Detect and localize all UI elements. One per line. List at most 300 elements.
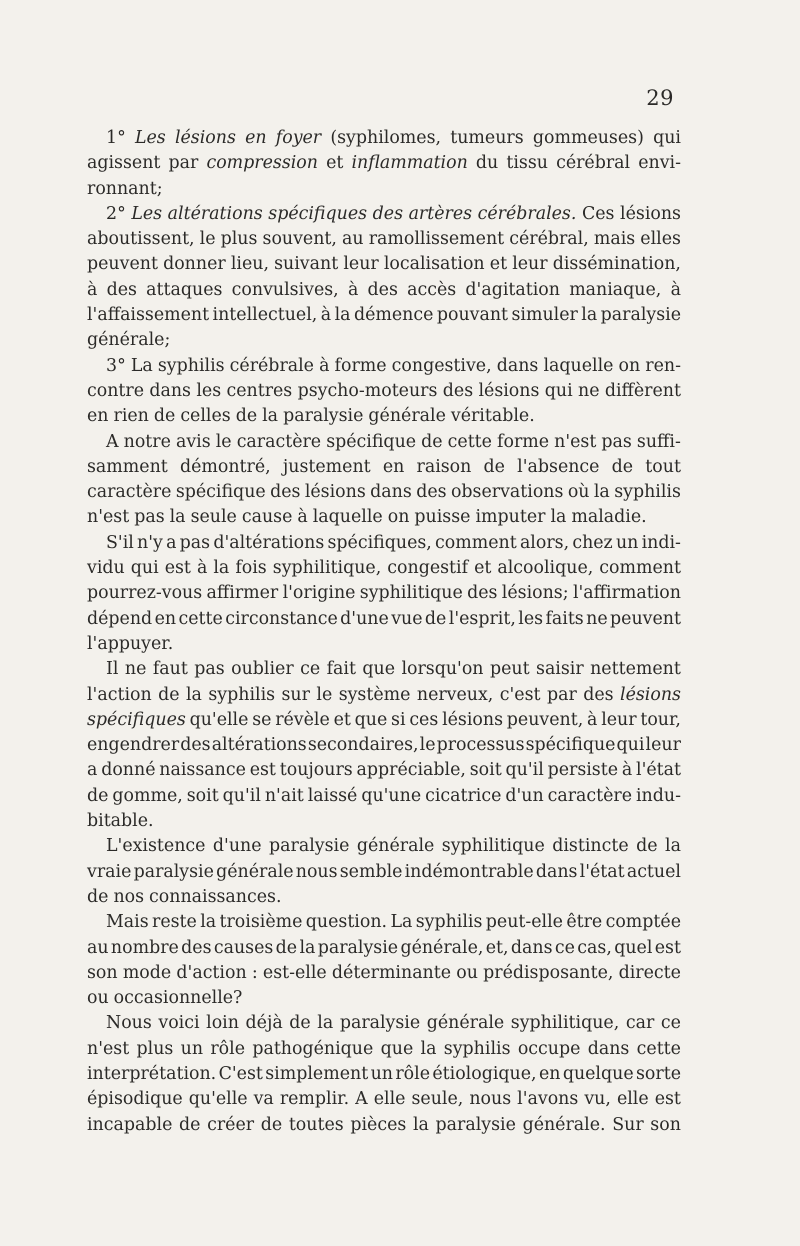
word: secondaires, [307, 735, 419, 756]
word: pathogénique [252, 1038, 374, 1059]
word: avis [175, 431, 211, 452]
italic-word: des [372, 203, 403, 224]
paragraph [87, 657, 681, 834]
word: qu'une [361, 785, 422, 806]
word: distincte [552, 836, 629, 857]
word: souvent, [262, 229, 337, 250]
word: quelque [562, 1063, 634, 1084]
word: directe [618, 962, 681, 983]
word: sur [281, 684, 310, 705]
word: 3° [106, 355, 126, 376]
word: leur [343, 254, 379, 275]
word: la [185, 684, 202, 705]
word: et, [485, 937, 509, 958]
word: de [636, 836, 658, 857]
word: cérébrale [229, 355, 314, 376]
text-line [87, 936, 681, 961]
word: la [317, 1013, 334, 1034]
text-line [87, 126, 681, 151]
italic-word: en [245, 128, 267, 148]
word: en [87, 406, 109, 427]
word: cas, [577, 937, 612, 958]
text-line [87, 910, 681, 935]
text-line [87, 151, 681, 176]
text-line [87, 733, 681, 758]
word: son [87, 962, 118, 983]
text-line [87, 252, 681, 277]
word: observations [450, 482, 564, 503]
word: L'existence [106, 836, 206, 857]
word: la [593, 482, 610, 503]
word: localisation [383, 254, 485, 275]
word: appréciable, [356, 760, 466, 781]
word: maniaque, [569, 279, 662, 300]
word: à [347, 279, 359, 300]
word: on [387, 507, 410, 528]
word: indémontrable [404, 861, 534, 882]
word: système [338, 684, 411, 705]
word: notre [123, 431, 171, 452]
word: dans [587, 1038, 630, 1059]
word: déjà [245, 1013, 283, 1034]
word: spécifique [326, 431, 417, 452]
word: la [299, 937, 316, 958]
word: mode [122, 962, 172, 983]
word: des [181, 937, 212, 958]
word: on [618, 355, 641, 376]
word: syphilis [415, 912, 483, 933]
word: plus [136, 1038, 174, 1059]
word: et [326, 153, 344, 174]
word: la [420, 1038, 437, 1059]
word: déterminante [331, 962, 452, 983]
word: dépend [87, 608, 153, 629]
text-line [87, 556, 681, 581]
word: être [566, 912, 603, 933]
text-line [87, 1113, 681, 1138]
word: en [154, 608, 177, 629]
word: est [654, 1089, 681, 1110]
word: Il [106, 659, 119, 680]
word: simplement [265, 1063, 369, 1084]
word: voici [158, 1013, 200, 1034]
word: bitable. [87, 811, 154, 832]
word: que [362, 659, 396, 680]
word: caractère [87, 482, 172, 503]
word: accès [407, 279, 457, 300]
word: cérébral [556, 153, 631, 174]
word: elles [640, 229, 681, 250]
word: caractère [236, 431, 322, 452]
word: cause [241, 507, 293, 528]
word: fois [235, 558, 267, 579]
word: est [654, 937, 681, 958]
word: leur [512, 254, 548, 275]
word: si [391, 709, 406, 730]
word: sorte [636, 1063, 681, 1084]
word: cicatrice [425, 785, 502, 806]
word: c'est [499, 684, 541, 705]
italic-word: altérations [167, 203, 263, 224]
word: C'est [218, 1063, 263, 1084]
word: ou [456, 962, 478, 983]
word: des [367, 279, 398, 300]
word: de [483, 456, 505, 477]
word: rôle [210, 1038, 245, 1059]
word: lésions; [501, 583, 569, 604]
word: n'est [87, 1038, 130, 1059]
word: lieu, [230, 254, 269, 275]
word: véritable. [450, 406, 535, 427]
word: paralysie [435, 1114, 516, 1135]
text-line [87, 531, 681, 556]
text-line [87, 430, 681, 455]
page-number: 29 [646, 86, 674, 110]
word: forme [334, 355, 387, 376]
word: (syphilomes, [330, 128, 442, 148]
word: aboutissent, [87, 229, 195, 250]
text-line [87, 657, 681, 682]
word: où [567, 482, 590, 503]
text-line [87, 1037, 681, 1062]
word: occasionnelle? [113, 988, 243, 1009]
word: naissance [159, 760, 246, 781]
word: donner [163, 254, 226, 275]
word: un [180, 1038, 204, 1059]
word: connaissances. [149, 886, 282, 907]
word: vraie [87, 861, 132, 882]
word: pas [601, 431, 632, 452]
word: générale. [522, 1114, 606, 1135]
word: A [355, 1089, 368, 1110]
word: l'avons [517, 1089, 579, 1110]
word: n'y [137, 532, 163, 553]
word: de [260, 1114, 283, 1135]
word: ou [87, 988, 109, 1009]
italic-word: artères [408, 203, 473, 224]
word: au [87, 937, 109, 958]
word: cette [178, 608, 223, 629]
word: de [235, 406, 258, 427]
text-line [87, 1062, 681, 1087]
text-line [87, 632, 681, 657]
word: forme [497, 431, 550, 452]
word: indu- [636, 785, 681, 806]
word: Ces [581, 203, 615, 224]
word: processus [436, 735, 525, 756]
paragraph [87, 834, 681, 910]
word: seule, [411, 1089, 464, 1110]
word: l'origine [282, 583, 356, 604]
word: soit [469, 760, 502, 781]
word: puisse [414, 507, 471, 528]
word: que [380, 1038, 414, 1059]
word: des [180, 735, 211, 756]
word: la [550, 507, 567, 528]
word: diffèrent [604, 380, 681, 401]
word: syphilis [614, 482, 681, 503]
word: dans [510, 937, 553, 958]
word: lésions [620, 203, 681, 224]
word: engendrer [87, 735, 180, 756]
word: spécifiques, [327, 532, 432, 553]
word: nos [113, 886, 145, 907]
word: vue [391, 608, 423, 629]
word: l'état [636, 760, 681, 781]
word: syphilis [157, 355, 225, 376]
word: fait [326, 659, 356, 680]
word: l'affaissement [87, 305, 210, 326]
word: à [196, 558, 208, 579]
word: des [106, 279, 137, 300]
word: tout [645, 456, 681, 477]
word: occupe [517, 1038, 581, 1059]
word: générale [426, 1013, 505, 1034]
word: affirmer [206, 583, 279, 604]
word: troisième [219, 912, 303, 933]
word: spécifique [525, 735, 616, 756]
word: dans [496, 355, 539, 376]
paragraph [87, 354, 681, 430]
word: les [196, 380, 222, 401]
text-line [87, 860, 681, 885]
word: plus [220, 229, 258, 250]
word: S'il [106, 532, 134, 553]
word: causes [213, 937, 274, 958]
word: un [370, 1063, 393, 1084]
word: qui [616, 735, 645, 756]
word: pas [134, 507, 165, 528]
text-line [87, 455, 681, 480]
word: suffi- [636, 431, 681, 452]
paragraph [87, 910, 681, 1011]
word: démence [353, 305, 434, 326]
word: ronnant; [87, 178, 163, 199]
word: d'altérations [213, 532, 325, 553]
word: car [625, 1013, 655, 1034]
italic-word: spécifiques [87, 709, 186, 730]
word: syphilitique, [510, 1013, 620, 1034]
word: dissémination, [552, 254, 681, 275]
text-line [87, 834, 681, 859]
word: circonstance [225, 608, 338, 629]
text-line [87, 328, 681, 353]
text-line [87, 986, 681, 1011]
italic-word: cérébrales. [477, 203, 577, 224]
word: son [650, 1114, 681, 1135]
word: rôle [395, 1063, 430, 1084]
word: qu'il [505, 760, 544, 781]
word: le [419, 735, 436, 756]
word: actuel [626, 861, 681, 882]
word: cette [447, 431, 492, 452]
word: qu'elle [188, 1089, 248, 1110]
word: qui [653, 128, 681, 148]
italic-word: lésions [174, 128, 236, 148]
text-line [87, 758, 681, 783]
word: A [106, 431, 119, 452]
text-line [87, 784, 681, 809]
word: peut [489, 659, 530, 680]
word: caractère [547, 785, 633, 806]
word: oublier [231, 659, 294, 680]
word: tissu [506, 153, 548, 174]
word: laquelle [312, 507, 383, 528]
text-line [87, 505, 681, 530]
word: syphilis [443, 1038, 511, 1059]
word: créer [207, 1114, 255, 1135]
word: seule [190, 507, 237, 528]
word: ren- [645, 355, 681, 376]
word: pouvant [436, 305, 509, 326]
word: et [474, 558, 492, 579]
text-line [87, 177, 681, 202]
word: alors, [519, 532, 570, 553]
word: la [213, 558, 230, 579]
word: syphilitique, [272, 558, 382, 579]
word: intellectuel, [212, 305, 318, 326]
word: altérations [211, 735, 307, 756]
word: paralysie [269, 836, 350, 857]
word: justement [282, 456, 371, 477]
word: prédisposante, [483, 962, 614, 983]
word: des [467, 583, 498, 604]
word: nettement [590, 659, 681, 680]
word: la [262, 406, 279, 427]
paragraph [87, 202, 681, 354]
word: le [316, 684, 333, 705]
word: La [390, 912, 413, 933]
word: la [169, 507, 186, 528]
word: nous [469, 1089, 512, 1110]
word: dans [535, 861, 578, 882]
word: est-elle [262, 962, 327, 983]
word: comment [599, 558, 681, 579]
word: à [87, 279, 98, 300]
word: ne [124, 659, 147, 680]
word: elle [616, 1089, 649, 1110]
word: 1° [106, 128, 126, 148]
word: nombre [110, 937, 179, 958]
text-line [87, 607, 681, 632]
word: ne [578, 380, 600, 401]
word: La [130, 355, 153, 376]
text-line [87, 708, 681, 733]
word: Sur [612, 1114, 644, 1135]
word: d'un [505, 785, 544, 806]
word: elle [373, 1089, 406, 1110]
word: gomme, [112, 785, 183, 806]
word: ramollissement [368, 229, 505, 250]
word: faits [545, 608, 584, 629]
word: des [583, 684, 614, 705]
paragraph [87, 126, 681, 202]
word: de [289, 1013, 311, 1034]
word: démontré, [179, 456, 271, 477]
word: toutes [288, 1114, 344, 1135]
word: question. [305, 912, 388, 933]
word: chez [572, 532, 613, 553]
word: de [158, 684, 180, 705]
word: vidu [87, 558, 125, 579]
text-line [87, 885, 681, 910]
word: quel [614, 937, 653, 958]
word: qu'elle [189, 709, 249, 730]
word: de [421, 431, 443, 452]
word: générale [368, 406, 446, 427]
word: à [587, 709, 598, 730]
word: congestif [387, 558, 469, 579]
word: peuvent [610, 608, 681, 629]
word: attaques [146, 279, 223, 300]
word: tour, [640, 709, 681, 730]
word: imputer [475, 507, 546, 528]
word: paralysie [339, 1013, 421, 1034]
word: n'est [554, 431, 597, 452]
word: la [665, 836, 681, 857]
italic-word: Les [134, 128, 166, 148]
word: spécifique [175, 482, 266, 503]
word: en [538, 1063, 561, 1084]
word: congestive, [391, 355, 492, 376]
text-line [87, 354, 681, 379]
word: révèle [275, 709, 330, 730]
word: pourrez-vous [87, 583, 203, 604]
word: d'une [340, 608, 389, 629]
word: des [416, 482, 447, 503]
word: convulsives, [231, 279, 339, 300]
word: par [546, 684, 577, 705]
word: à [319, 355, 330, 376]
word: que [354, 709, 388, 730]
word: leur [645, 735, 681, 756]
word: ne [586, 608, 608, 629]
word: étiologique, [432, 1063, 537, 1084]
word: semble [339, 861, 403, 882]
word: à [621, 760, 633, 781]
word: d'action [176, 962, 247, 983]
word: incapable [87, 1114, 173, 1135]
word: raison [416, 456, 472, 477]
italic-word: inflammation [351, 153, 468, 174]
word: : [251, 962, 258, 983]
word: 2° [106, 203, 126, 224]
word: lésions [478, 380, 540, 401]
word: peuvent [87, 254, 158, 275]
word: tumeurs [450, 128, 524, 148]
word: l'action [87, 684, 152, 705]
text-line [87, 480, 681, 505]
word: syphilis [208, 684, 276, 705]
word: l'esprit, [448, 608, 516, 629]
word: mais [593, 229, 636, 250]
word: peuvent, [506, 709, 584, 730]
word: laquelle [543, 355, 614, 376]
word: de [153, 406, 176, 427]
word: va [253, 1089, 274, 1110]
word: générale [216, 861, 294, 882]
text-line [87, 404, 681, 429]
word: qu'il [222, 785, 261, 806]
word: Nous [106, 1013, 152, 1034]
word: celles [180, 406, 231, 427]
word: comment [435, 532, 517, 553]
text-line [87, 683, 681, 708]
word: samment [87, 456, 168, 477]
word: l'affirmation [572, 583, 681, 604]
word: contre [87, 380, 145, 401]
word: laissé [307, 785, 358, 806]
